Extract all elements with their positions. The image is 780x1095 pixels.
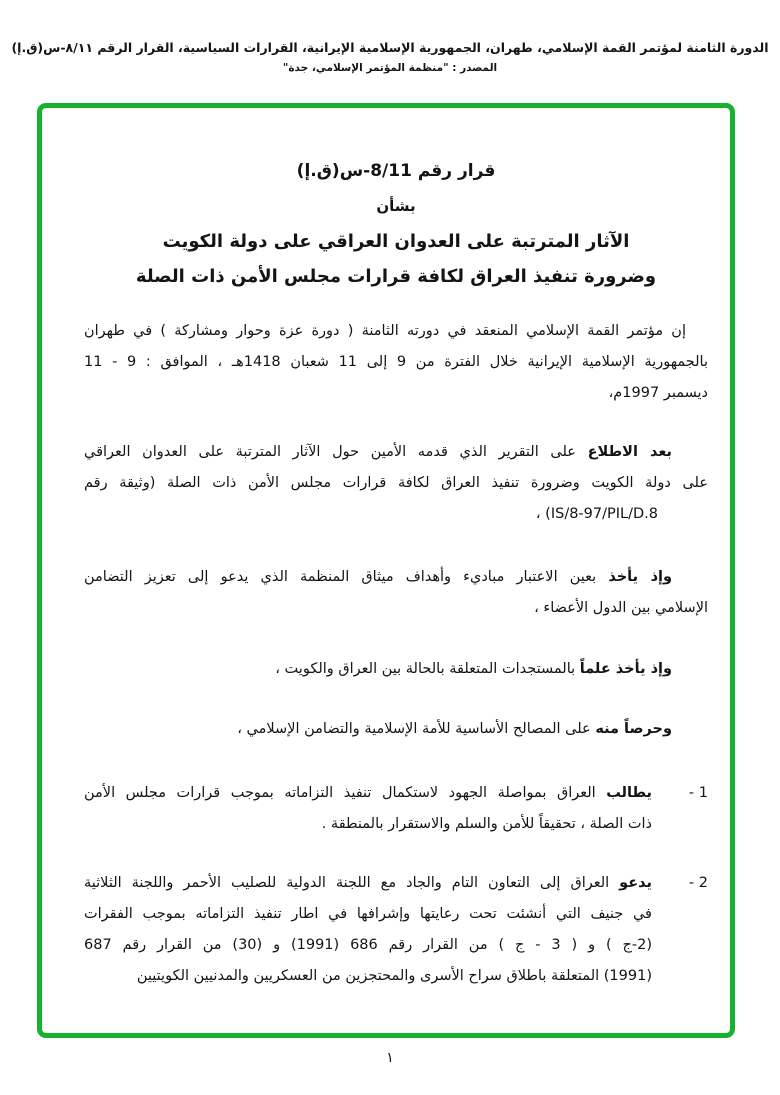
item-line — [84, 868, 652, 899]
preamble-paragraph-4 — [84, 654, 708, 685]
page-number: ١ — [386, 1050, 394, 1066]
paragraph-line: الإسلامي بين الدول الأعضاء ، — [534, 600, 708, 616]
paragraph-line — [84, 437, 708, 468]
document-frame — [37, 103, 735, 1038]
document-reference: IS/8-97/PIL/D.8) ، — [535, 506, 658, 522]
item-line: (2-ج ) و ( 3 - ج ) من القرار رقم 686 (1991) و (30) من القرار رقم 687 — [84, 937, 652, 953]
item-body — [84, 778, 652, 840]
document-title — [84, 154, 708, 294]
preamble-paragraph-1 — [84, 316, 708, 409]
paragraph-text: على التقرير الذي قدمه الأمين حول الآثار المترتبة على العدوان العراقي — [84, 444, 588, 460]
item-lead: يطالب — [606, 785, 652, 801]
paragraph-lead: وحرصاً منه — [595, 721, 672, 737]
paragraph-line: على دولة الكويت وضرورة تنفيذ العراق لكافة قرارات مجلس الأمن ذات الصلة (وثيقة رقم — [84, 475, 708, 491]
citation-line: الدورة الثامنة لمؤتمر القمة الإسلامي، طهران، الجمهورية الإسلامية الإيرانية، القرارات السياسية، القرار الرقم ٨/١١-س(ق.إ) — [11, 40, 769, 55]
paragraph-text: بالمستجدات المتعلقة بالحالة بين العراق والكويت ، — [275, 661, 580, 677]
item-text: العراق بمواصلة الجهود لاستكمال تنفيذ التزاماته بموجب قرارات مجلس الأمن — [84, 785, 607, 801]
paragraph-line: بالجمهورية الإسلامية الإيرانية خلال الفترة من 9 إلى 11 شعبان 1418هـ ، الموافق : 9 - 11 — [84, 354, 708, 370]
item-number: 1 - — [688, 785, 708, 801]
preamble-paragraph-3 — [84, 562, 708, 624]
preamble-paragraph-5 — [84, 714, 708, 745]
paragraph-line — [84, 654, 708, 685]
item-text: العراق إلى التعاون التام والجاد مع اللجنة الدولية للصليب الأحمر واللجنة الثلاثية — [84, 875, 620, 891]
paragraph-line — [84, 714, 708, 745]
operative-item-2 — [84, 868, 708, 992]
item-lead: يدعو — [619, 875, 652, 891]
resolution-number: قرار رقم 8/11-س(ق.إ) — [296, 161, 496, 181]
paragraph-lead: بعد الاطلاع — [587, 444, 672, 460]
item-body — [84, 868, 652, 992]
citation-header — [0, 0, 780, 74]
item-line — [84, 778, 652, 809]
preamble-paragraph-2 — [84, 437, 708, 530]
title-line-1: الآثار المترتبة على العدوان العراقي على دولة الكويت — [162, 231, 630, 252]
paragraph-line — [84, 562, 708, 593]
paragraph-lead: وإذ يأخذ — [608, 569, 673, 585]
item-line: (1991) المتعلقة باطلاق سراح الأسرى والمحتجزين من العسكريين والمدنيين الكويتيين — [136, 968, 652, 984]
paragraph-text: بعين الاعتبار مباديء وأهداف ميثاق المنظمة الذي يدعو إلى تعزيز التضامن — [84, 569, 609, 585]
paragraph-line: ديسمبر 1997م، — [608, 385, 708, 401]
source-line: المصدر : "منظمة المؤتمر الإسلامي، جدة" — [282, 62, 498, 74]
item-number: 2 - — [688, 875, 708, 891]
paragraph-text: إن مؤتمر القمة الإسلامي المنعقد في دورته الثامنة ( دورة عزة وحوار ومشاركة ) في طهران — [84, 323, 686, 339]
paragraph-line — [84, 316, 708, 347]
paragraph-text: على المصالح الأساسية للأمة الإسلامية والتضامن الإسلامي ، — [237, 721, 596, 737]
operative-item-1 — [84, 778, 708, 840]
item-line: ذات الصلة ، تحقيقاً للأمن والسلم والاستقرار بالمنطقة . — [321, 816, 652, 832]
item-line: في جنيف التي أنشئت تحت رعايتها وإشرافها في اطار تنفيذ التزاماته بموجب الفقرات — [84, 906, 652, 922]
title-line-2: وضرورة تنفيذ العراق لكافة قرارات مجلس الأمن ذات الصلة — [135, 266, 657, 287]
subject-label: بشأن — [376, 197, 416, 215]
paragraph-lead: وإذ يأخذ علماً — [579, 661, 672, 677]
